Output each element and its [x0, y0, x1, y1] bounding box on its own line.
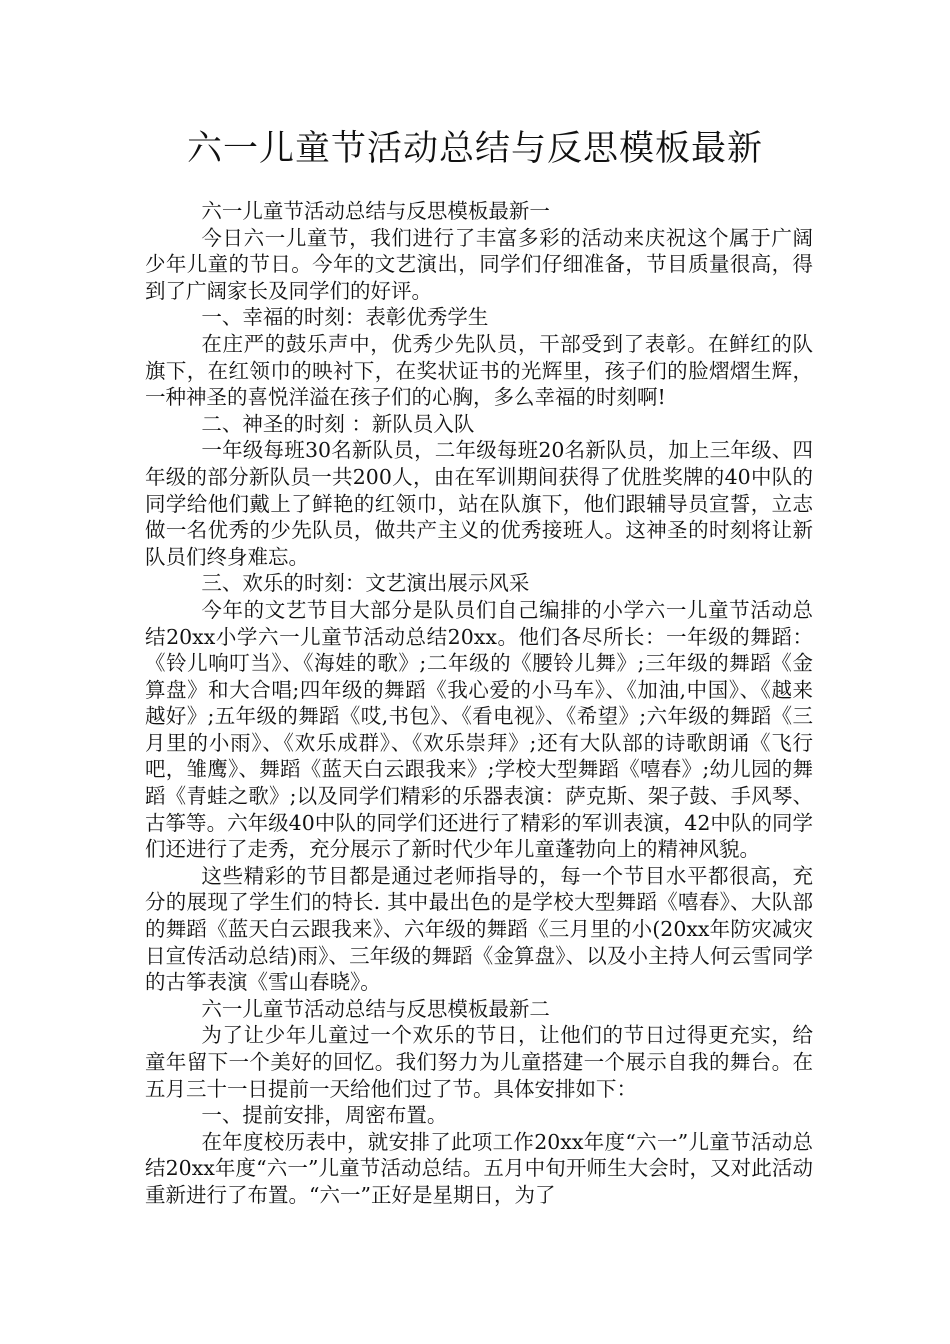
sub-heading: 一、幸福的时刻：表彰优秀学生 [201, 305, 489, 330]
document-title: 六一儿童节活动总结与反思模板最新 [186, 129, 763, 169]
body-paragraph: 为了让少年儿童过一个欢乐的节日，让他们的节日过得更充实，给童年留下一个美好的回忆。我们努力为儿童搭建一个展示自我的舞台。在五月三十一日提前一天给他们过了节。具体安排如下： [145, 1023, 813, 1101]
body-paragraph: 这些精彩的节目都是通过老师指导的，每一个节目水平都很高，充分的展现了学生们的特长. 其中最出色的是学校大型舞蹈《嘻春》、大队部的舞蹈《蓝天白云跟我来》、六年级的舞蹈《三月里的小(20xx年防灾减灾日宣传活动总结)雨》、三年级的舞蹈《金算盘》、以及小主持人何云雪同学的古筝表演《雪山春晓》。 [145, 863, 813, 995]
body-paragraph: 一年级每班30名新队员，二年级每班20名新队员，加上三年级、四年级的部分新队员一共200人，由在军训期间获得了优胜奖牌的40中队的同学给他们戴上了鲜艳的红领巾，站在队旗下，他们跟辅导员宣誓，立志做一名优秀的少先队员，做共产主义的优秀接班人。这神圣的时刻将让新队员们终身难忘。 [145, 438, 813, 569]
body-paragraph: 在年度校历表中，就安排了此项工作20xx年度“六一”儿童节活动总结20xx年度“六一”儿童节活动总结。五月中旬开师生大会时，又对此活动重新进行了布置。“六一”正好是星期日，为了 [145, 1129, 813, 1207]
document-body [145, 198, 813, 1209]
section-heading: 六一儿童节活动总结与反思模板最新二 [201, 996, 550, 1021]
sub-heading: 三、欢乐的时刻：文艺演出展示风采 [201, 571, 530, 596]
body-paragraph: 今年的文艺节目大部分是队员们自己编排的小学六一儿童节活动总结20xx小学六一儿童节活动总结20xx。他们各尽所长：一年级的舞蹈：《铃儿响叮当》、《海娃的歌》;二年级的《腰铃儿舞》;三年级的舞蹈《金算盘》和大合唱;四年级的舞蹈《我心爱的小马车》、《加油,中国》、《越来越好》;五年级的舞蹈《哎,书包》、《看电视》、《希望》;六年级的舞蹈《三月里的小雨》、《欢乐成群》、《欢乐崇拜》;还有大队部的诗歌朗诵《飞行吧，雏鹰》、舞蹈《蓝天白云跟我来》;学校大型舞蹈《嘻春》;幼儿园的舞蹈《青蛙之歌》;以及同学们精彩的乐器表演：萨克斯、架子鼓、手风琴、古筝等。六年级40中队的同学们还进行了精彩的军训表演，42中队的同学们还进行了走秀，充分展示了新时代少年儿童蓬勃向上的精神风貌。 [145, 597, 813, 862]
sub-heading: 一、提前安排，周密布置。 [201, 1103, 448, 1128]
body-paragraph: 今日六一儿童节，我们进行了丰富多彩的活动来庆祝这个属于广阔少年儿童的节日。今年的文艺演出，同学们仔细准备，节目质量很高，得到了广阔家长及同学们的好评。 [145, 225, 813, 303]
body-paragraph: 在庄严的鼓乐声中，优秀少先队员，干部受到了表彰。在鲜红的队旗下，在红领巾的映衬下，在奖状证书的光辉里，孩子们的脸熠熠生辉，一种神圣的喜悦洋溢在孩子们的心胸，多么幸福的时刻啊! [145, 331, 813, 410]
sub-heading: 二、神圣的时刻 ：新队员入队 [201, 411, 475, 436]
section-heading: 六一儿童节活动总结与反思模板最新一 [201, 199, 550, 223]
